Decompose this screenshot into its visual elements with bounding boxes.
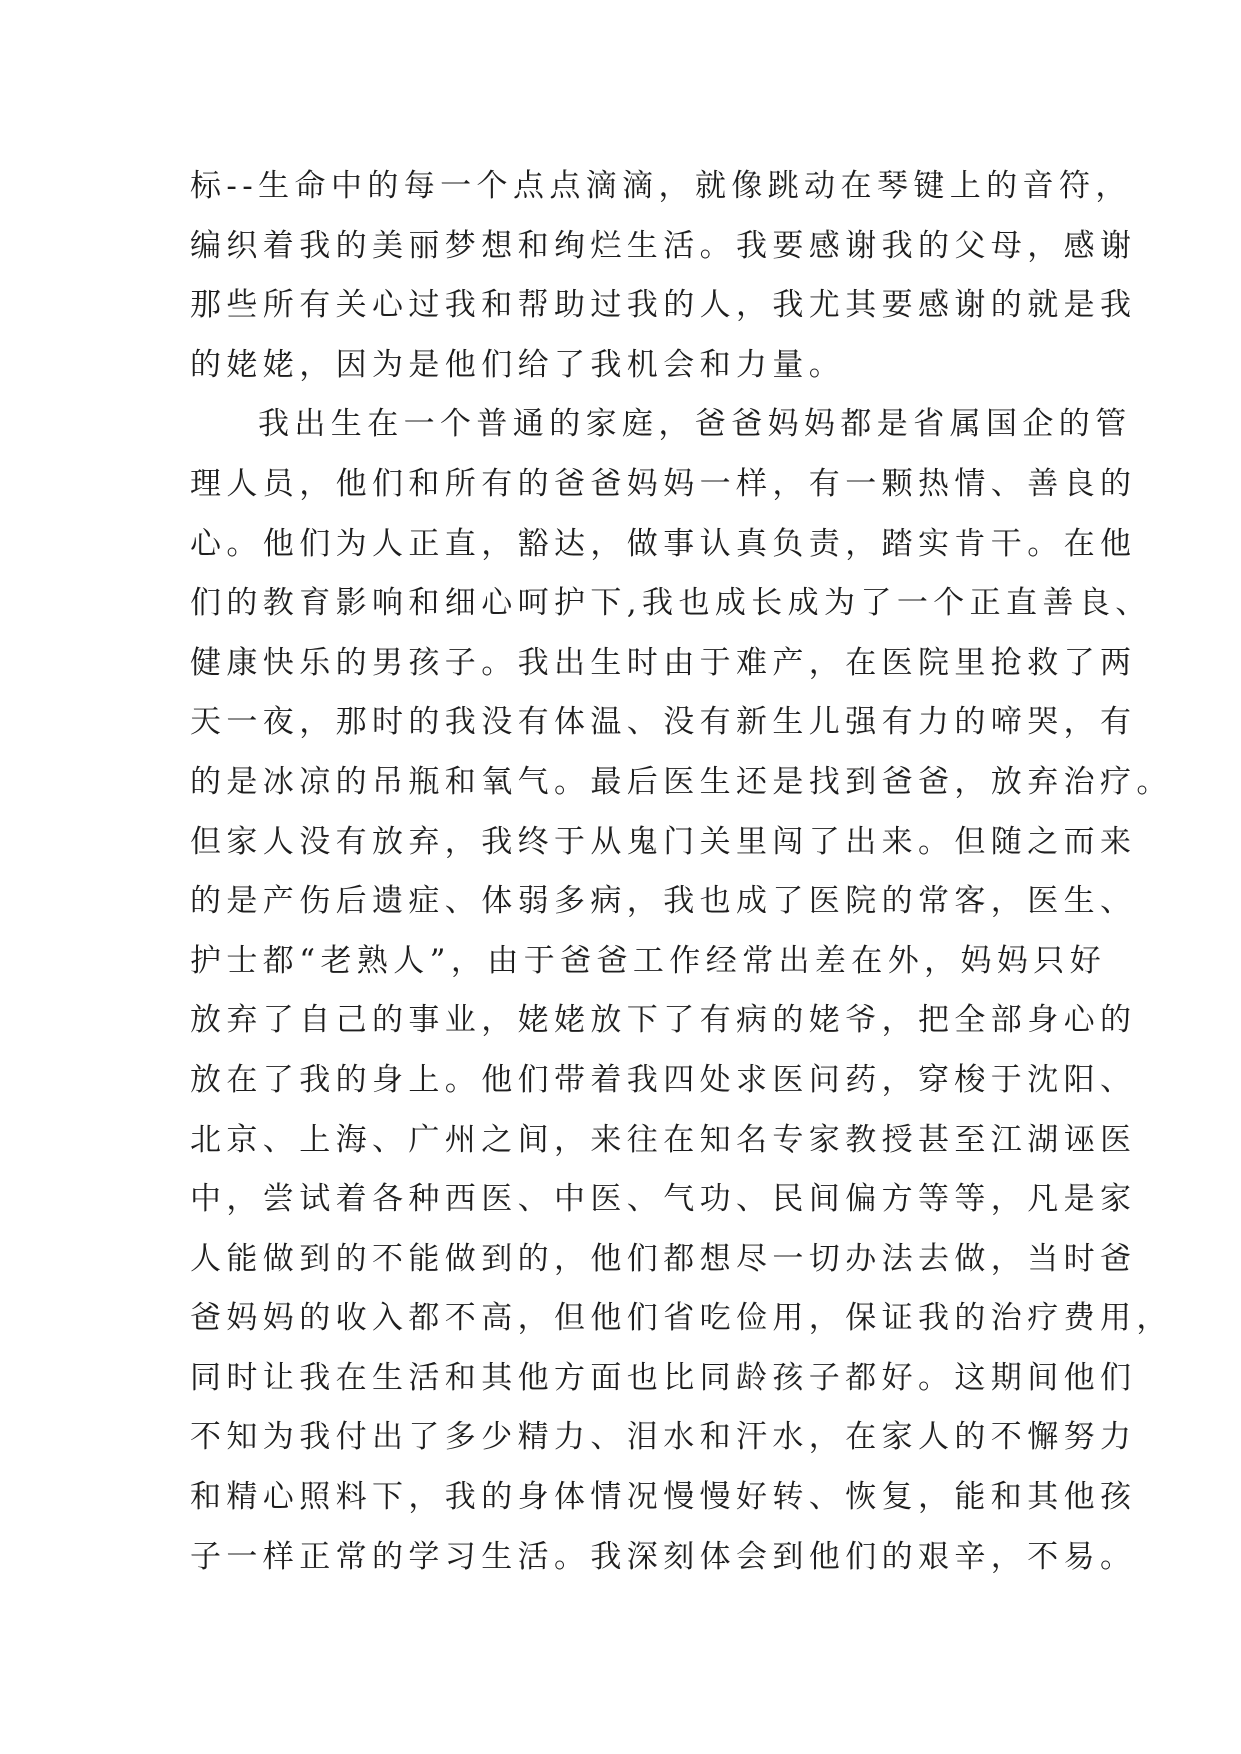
text-line: 的是产伤后遗症、体弱多病，我也成了医院的常客，医生、 (190, 883, 1137, 920)
text-line: 的姥姥，因为是他们给了我机会和力量。 (190, 346, 846, 383)
text-line: 中，尝试着各种西医、中医、气功、民间偏方等等，凡是家 (190, 1181, 1137, 1218)
text-line: 放弃了自己的事业，姥姥放下了有病的姥爷，把全部身心的 (190, 1002, 1137, 1039)
text-line: 护士都“老熟人”，由于爸爸工作经常出差在外，妈妈只好 (190, 942, 1107, 979)
text-line: 放在了我的身上。他们带着我四处求医问药，穿梭于沈阳、 (190, 1061, 1137, 1098)
document-body (190, 157, 1173, 1587)
text-line: 标--生命中的每一个点点滴滴，就像跳动在琴键上的音符， (190, 168, 1132, 204)
text-line: 天一夜，那时的我没有体温、没有新生儿强有力的啼哭，有 (190, 704, 1137, 741)
text-line: 编织着我的美丽梦想和绚烂生活。我要感谢我的父母，感谢 (190, 227, 1137, 264)
text-line: 健康快乐的男孩子。我出生时由于难产，在医院里抢救了两 (190, 644, 1137, 681)
text-line: 人能做到的不能做到的，他们都想尽一切办法去做，当时爸 (190, 1240, 1137, 1277)
text-line: 和精心照料下，我的身体情况慢慢好转、恢复，能和其他孩 (190, 1479, 1137, 1516)
text-line: 子一样正常的学习生活。我深刻体会到他们的艰辛，不易。 (190, 1538, 1137, 1575)
text-line: 不知为我付出了多少精力、泪水和汗水，在家人的不懈努力 (190, 1419, 1137, 1456)
text-line: 北京、上海、广州之间，来往在知名专家教授甚至江湖诬医 (190, 1121, 1137, 1158)
text-line: 心。他们为人正直，豁达，做事认真负责，踏实肯干。在他 (190, 525, 1137, 562)
text-line: 但家人没有放弃，我终于从鬼门关里闯了出来。但随之而来 (190, 823, 1137, 860)
paragraph-first-line: 我出生在一个普通的家庭，爸爸妈妈都是省属国企的管 (258, 406, 1132, 443)
text-line: 同时让我在生活和其他方面也比同龄孩子都好。这期间他们 (190, 1359, 1137, 1396)
text-line: 理人员，他们和所有的爸爸妈妈一样，有一颗热情、善良的 (190, 465, 1137, 502)
text-line: 的是冰凉的吊瓶和氧气。最后医生还是找到爸爸，放弃治疗。 (190, 763, 1173, 800)
text-line: 爸妈妈的收入都不高，但他们省吃俭用，保证我的治疗费用， (190, 1300, 1173, 1337)
text-line: 们的教育影响和细心呵护下,我也成长成为了一个正直善良、 (190, 585, 1152, 622)
text-line: 那些所有关心过我和帮助过我的人，我尤其要感谢的就是我 (190, 287, 1137, 324)
